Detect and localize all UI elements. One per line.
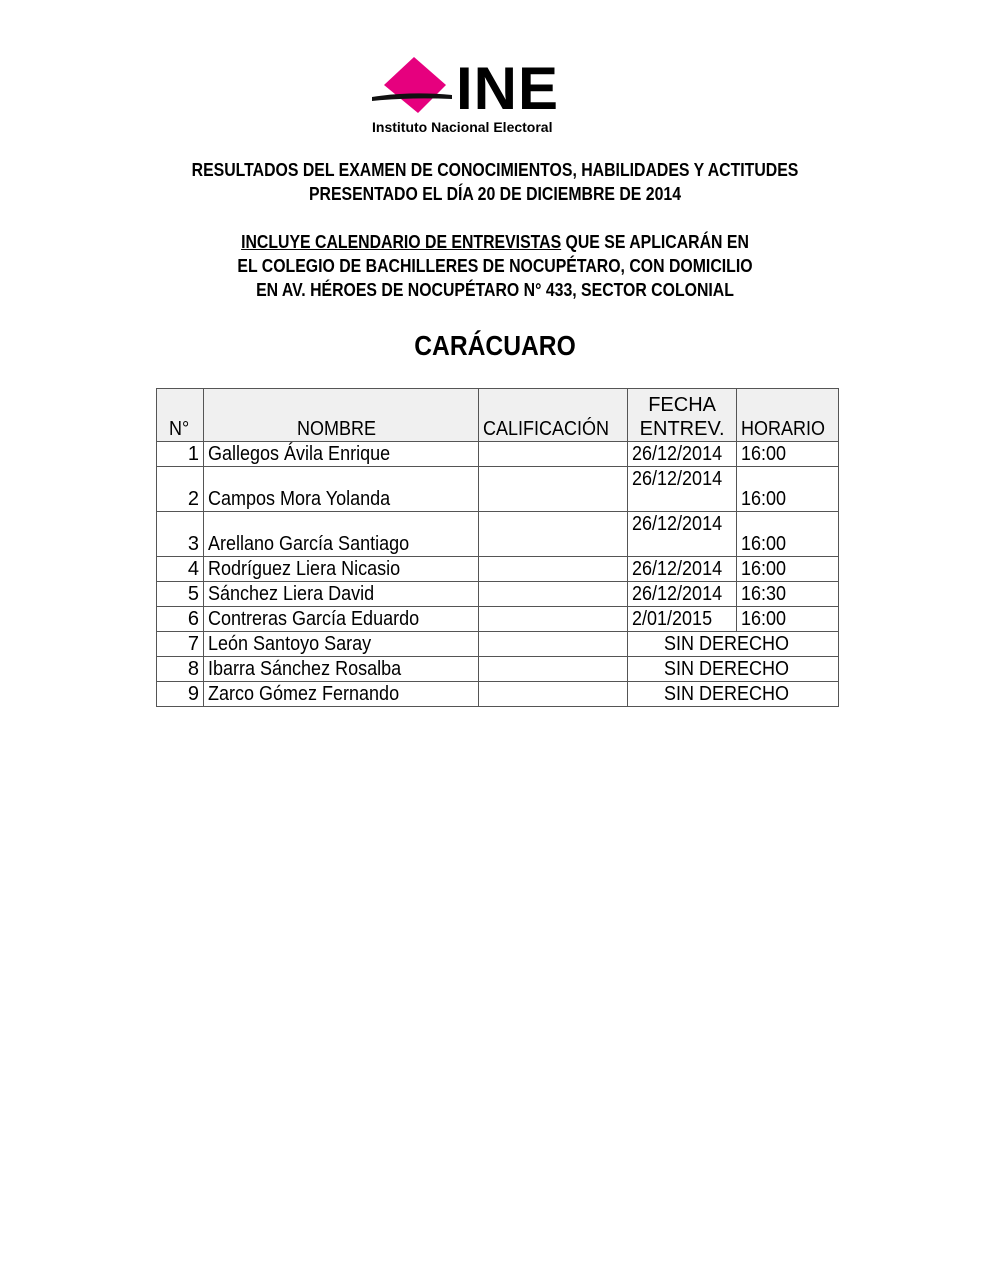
col-nombre-header: NOMBRE — [204, 389, 479, 442]
table-row: 2 Campos Mora Yolanda 26/12/2014 16:00 — [157, 467, 839, 512]
ine-logo — [370, 55, 620, 135]
status-sin-derecho: SIN DERECHO — [628, 632, 839, 657]
note-line-1 — [59, 230, 930, 254]
table-row: 5 Sánchez Liera David 26/12/2014 16:30 — [157, 582, 839, 607]
table-row: 1 Gallegos Ávila Enrique 26/12/2014 16:00 — [157, 442, 839, 467]
table-row: 6 Contreras García Eduardo 2/01/2015 16:00 — [157, 607, 839, 632]
col-calificacion-header: CALIFICACIÓN — [479, 389, 628, 442]
logo-brand: INE — [456, 55, 560, 122]
status-sin-derecho: SIN DERECHO — [628, 657, 839, 682]
table-row: 7 León Santoyo Saray SIN DERECHO — [157, 632, 839, 657]
heading-line-1: RESULTADOS DEL EXAMEN DE CONOCIMIENTOS, HABILIDADES Y ACTITUDES — [191, 160, 799, 180]
table-header-row — [157, 389, 839, 442]
col-no-header: N° — [157, 389, 204, 442]
table-row: 9 Zarco Gómez Fernando SIN DERECHO — [157, 682, 839, 707]
note-line-2: EL COLEGIO DE BACHILLERES DE NOCUPÉTARO, CON DOMICILIO — [237, 256, 753, 276]
results-heading — [59, 158, 930, 206]
interview-note — [59, 230, 930, 302]
table-row: 8 Ibarra Sánchez Rosalba SIN DERECHO — [157, 657, 839, 682]
table-row: 4 Rodríguez Liera Nicasio 26/12/2014 16:00 — [157, 557, 839, 582]
heading-line-2: PRESENTADO EL DÍA 20 DE DICIEMBRE DE 2014 — [308, 184, 682, 204]
table-row: 3 Arellano García Santiago 26/12/2014 16:00 — [157, 512, 839, 557]
col-horario-header: HORARIO — [737, 389, 839, 442]
col-fecha-header: FECHA ENTREV. — [628, 389, 737, 442]
ballot-box-icon — [370, 55, 460, 117]
logo-subtitle: Instituto Nacional Electoral — [372, 119, 553, 135]
note-underlined: INCLUYE CALENDARIO DE ENTREVISTAS — [241, 232, 562, 252]
status-sin-derecho: SIN DERECHO — [628, 682, 839, 707]
results-table — [156, 388, 839, 707]
section-title: CARÁCUARO — [414, 330, 576, 361]
note-line-1-rest: QUE SE APLICARÁN EN — [561, 232, 749, 252]
note-line-3: EN AV. HÉROES DE NOCUPÉTARO N° 433, SECTOR COLONIAL — [256, 280, 734, 300]
